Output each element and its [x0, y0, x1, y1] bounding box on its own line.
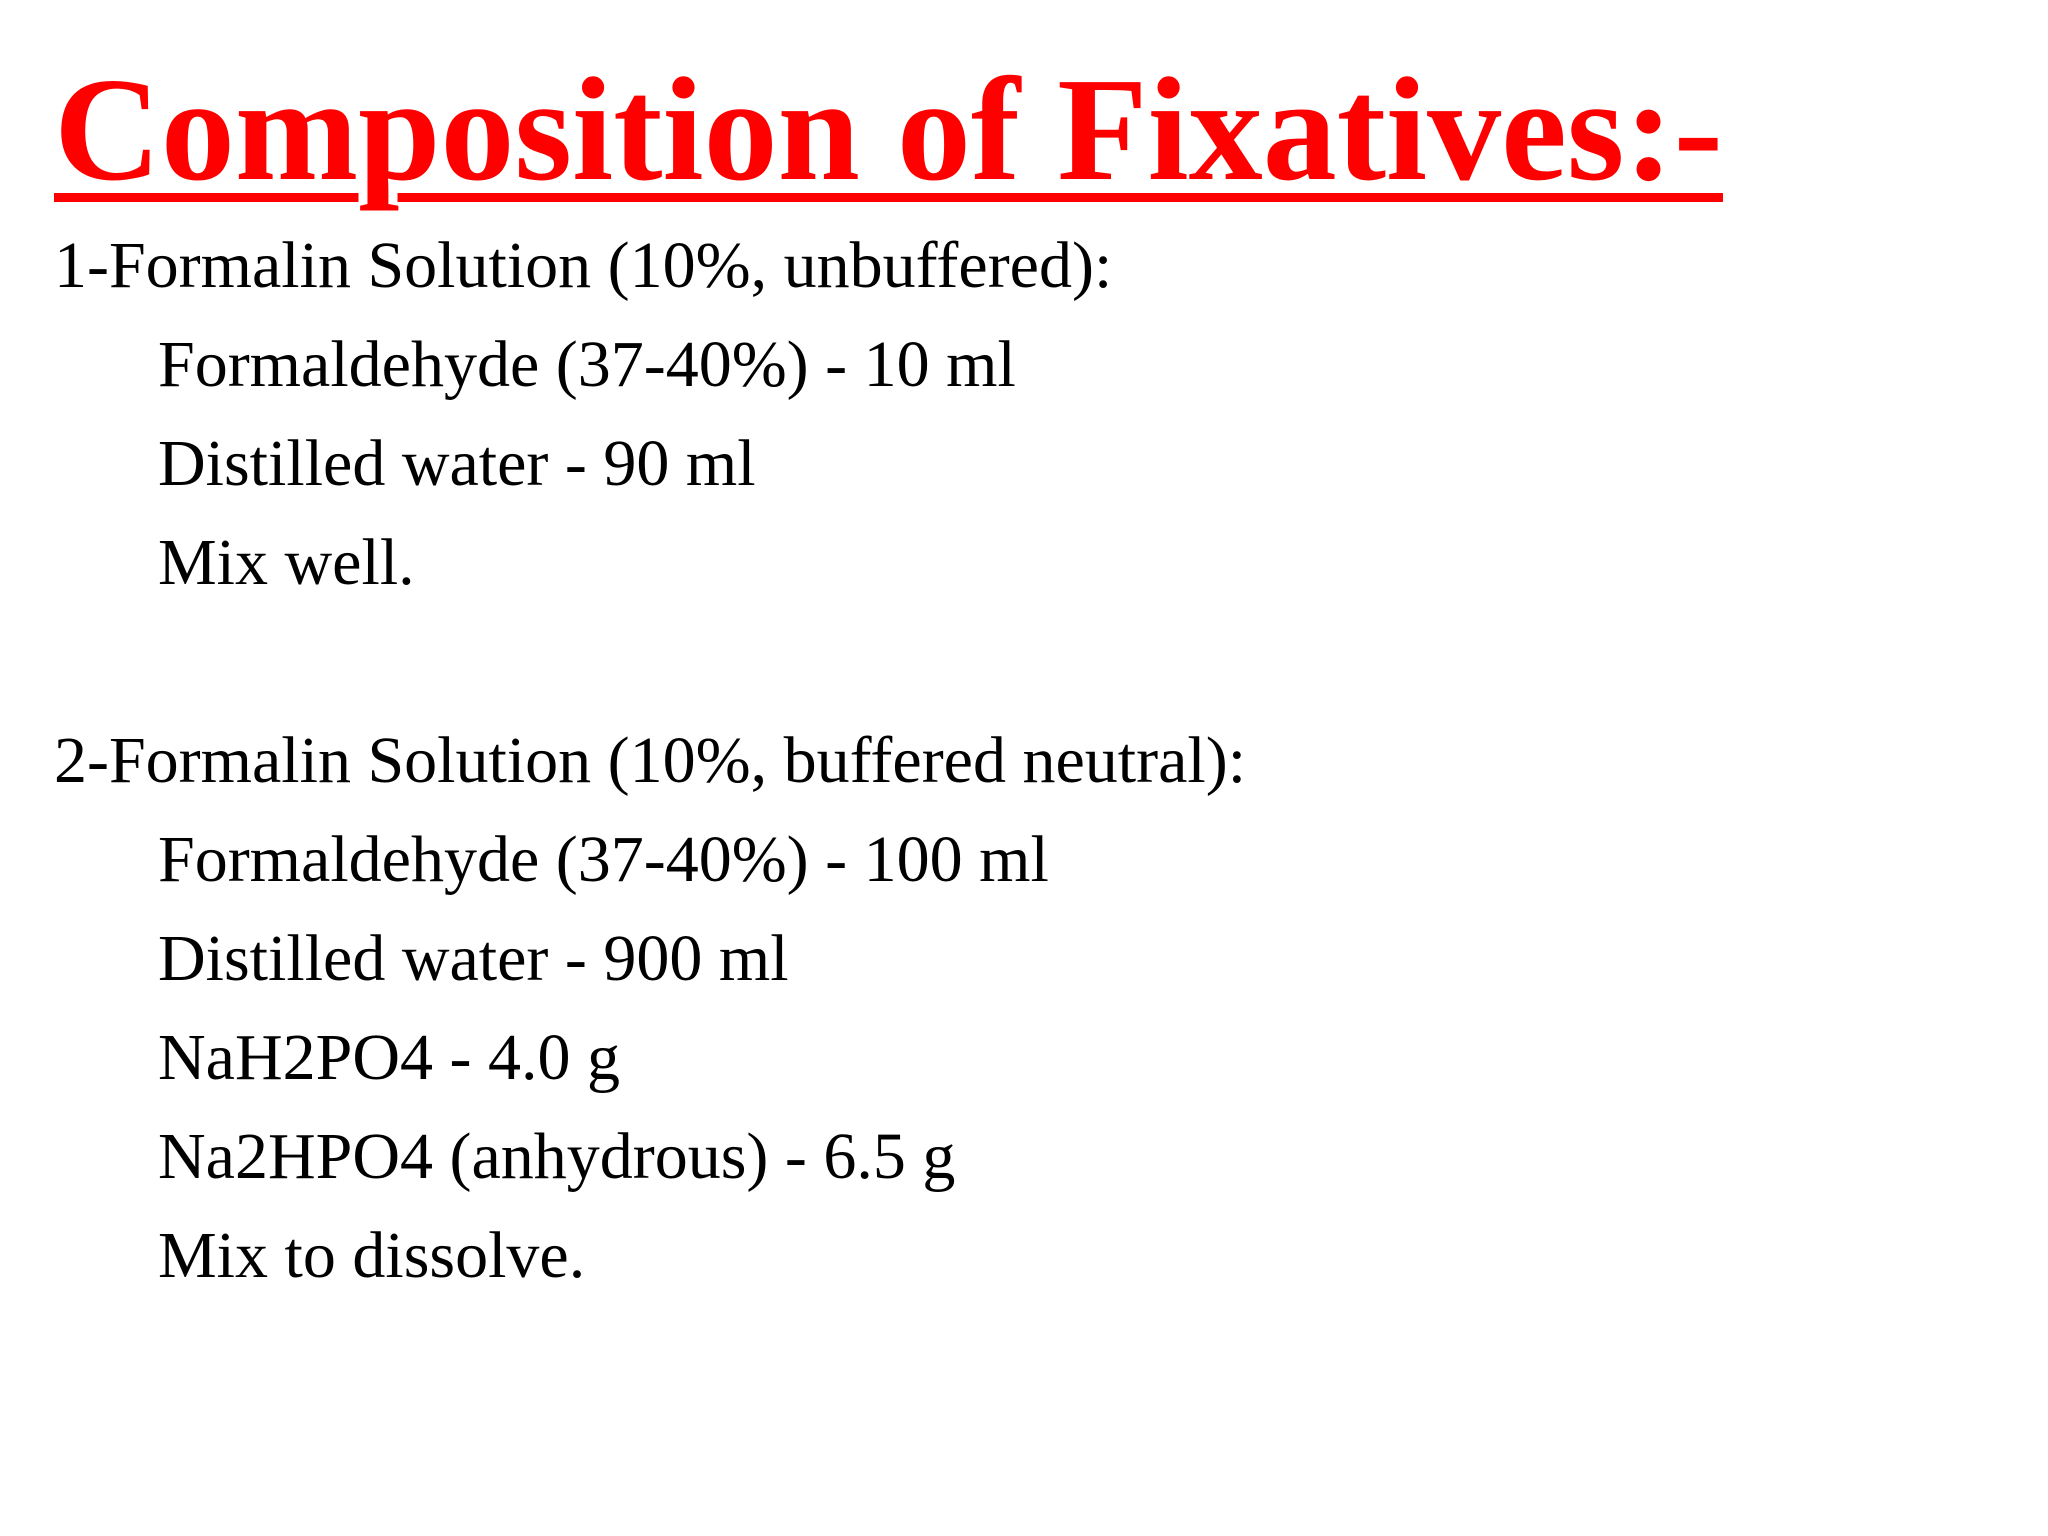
section-spacer — [54, 612, 1246, 711]
list-item: Formaldehyde (37-40%) - 10 ml — [158, 328, 1016, 401]
list-item: Distilled water - 90 ml — [158, 427, 756, 500]
list-item: Distilled water - 900 ml — [158, 922, 789, 995]
list-item: Formaldehyde (37-40%) - 100 ml — [158, 823, 1049, 896]
list-item: NaH2PO4 - 4.0 g — [158, 1021, 620, 1094]
slide-body — [54, 216, 1246, 1305]
list-item: Na2HPO4 (anhydrous) - 6.5 g — [158, 1120, 956, 1193]
section-heading: 2-Formalin Solution (10%, buffered neutral): — [54, 724, 1247, 797]
section-heading: 1-Formalin Solution (10%, unbuffered): — [54, 229, 1113, 302]
section-unbuffered — [54, 216, 1246, 612]
section-buffered-neutral — [54, 711, 1246, 1305]
list-item: Mix to dissolve. — [158, 1219, 586, 1292]
slide-title: Composition of Fixatives:- — [54, 48, 1723, 212]
list-item: Mix well. — [158, 526, 415, 599]
